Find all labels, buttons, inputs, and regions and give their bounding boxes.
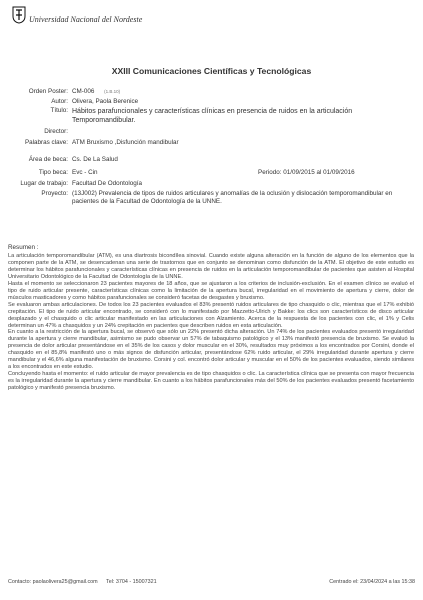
resumen-label: Resumen : (8, 244, 39, 251)
university-name: Universidad Nacional del Nordeste (29, 15, 143, 24)
area-beca-value: Cs. De La Salud (72, 156, 118, 163)
row-tipo-beca (8, 169, 413, 177)
row-orden-poster (8, 88, 413, 96)
orden-poster-note: (1.B.10) (104, 89, 121, 94)
autor-value: Olivera, Paola Berenice (72, 98, 139, 105)
orden-poster-value (72, 88, 413, 96)
director-value (72, 128, 413, 136)
tipo-beca-label: Tipo beca: (38, 169, 68, 176)
row-director (8, 128, 413, 136)
university-shield-icon (12, 6, 26, 24)
palabras-clave-value: ATM Bruxismo ,Disfunción mandibular (72, 139, 179, 146)
row-autor (8, 98, 413, 106)
titulo-value: Hábitos parafuncionales y características clínicas en presencia de ruidos en la articulación Temporomandibular. (72, 108, 353, 124)
proyecto-label: Proyecto: (41, 190, 68, 197)
area-beca-label: Área de beca: (28, 156, 68, 163)
row-palabras-clave (8, 139, 413, 147)
periodo: Periodo: 01/09/2015 al 01/09/2016 (258, 169, 355, 176)
lugar-trabajo-label: Lugar de trabajo: (20, 180, 68, 187)
row-lugar-trabajo (8, 180, 413, 188)
tipo-beca-value: Evc - Cin (72, 169, 98, 176)
abstract-text (8, 253, 414, 392)
abstract-paragraph: En cuanto a la restricción de la apertura bucal, se observó que sólo un 22% presentó dicha alteración. Un 74% de los pacientes evaluados presentó irregularidad durante la apertura y cierre mandibular, asimismo se pudo observar un 57% de tabaquismo patológico y el 13% manifestó presencia de bruxismo. Se evaluó la presencia de dolor articular presentándose en el 35% de los casos y dolor muscular en el 30%, resultados muy próximos a los encontrados por Corsini, donde el chasquido en el 85,8% manifestó uno o más signos de disfunción articular, presentándose 62% ruido articular, el 29% irregularidad durante apertura y cierre mandibular y el 46,6% alguna manifestación de bruxismo. Corsini y col. encontró dolor articular y muscular en el 50% de los pacientes evaluados, siendo similares a los encontrados en este estudio. (8, 329, 414, 371)
autor-label: Autor: (51, 98, 68, 105)
row-proyecto (8, 190, 413, 206)
abstract-paragraph: Se evaluaron ambas articulaciones. De todos los 23 pacientes evaluados el 83% presentó ruidos articulares de tipo chasquido o clic, mientras que el 17% exhibió crepitación. El tipo de ruido articular encontrado, se consideró con lo manifestado por Mazzetto-Ulrich y Bakke: los clics son característicos de disco articular desplazado y el chasquido o clic articular manifestado en las articulaciones con Alzamiento. Acerca de la respuesta de los pacientes con clic, el 1% y Celis determinan un 47% a chasquidos y un 24% crepitación en pacientes que describen ruidos en esta articulación. (8, 301, 414, 329)
row-area-beca (8, 156, 413, 164)
abstract-paragraph: Hasta el momento se seleccionaron 23 pacientes mayores de 18 años, que se ajustaron a los criterios de inclusión-exclusión. En el examen clínico se evaluó el tipo de ruido articular presente, características clínicas como la limitación de la apertura bucal, irregularidad en el movimiento de apertura y cierre, dolor de músculos masticadores y como hábitos parafuncionales se consideró facetas de desgastes y bruxismo. (8, 280, 414, 301)
footer (8, 579, 415, 585)
abstract-paragraph: La articulación temporomandibular (ATM), es una diartrosis bicondílea sinovial. Cuando existe alguna alteración en la función de alguno de los elementos que la componen parte de la ATM, se desencadenan una serie de trastornos que en conjunto se denominan como disfunción de la ATM. El objetivo de este estudio es determinar los hábitos parafuncionales y características clínicas en presencia de ruidos en la articulación temporomandibular de pacientes que asisten al Hospital Universitario Odontológico de la Facultad de Odontología de la UNNE. (8, 253, 414, 280)
generated-date: Centrado el: 23/04/2024 a las 15:38 (329, 579, 415, 585)
titulo-label: Título: (50, 107, 68, 114)
university-logo (12, 6, 142, 24)
orden-poster-label: Orden Poster: (28, 88, 68, 95)
conference-title: XXIII Comunicaciones Científicas y Tecnológicas (111, 66, 312, 76)
director-label: Director: (44, 128, 68, 135)
contact-phone: Tel: 3704 - 15007321 (106, 579, 157, 585)
contact-email: Contacto: paolaolivera25@gmail.com (8, 579, 98, 585)
orden-poster-code: CM-006 (72, 88, 95, 95)
lugar-trabajo-value: Facultad De Odontología (72, 180, 143, 187)
proyecto-value: (13J002) Prevalencia de tipos de ruidos articulares y anomalías de la oclusión y dislocación temporomandibular en pacientes de la Facultad de Odontología de la UNNE. (72, 190, 393, 205)
abstract-paragraph: Concluyendo hasta el momento: el ruido articular de mayor prevalencia es de tipo chasquidos o clic. La característica clínica que se presenta con mayor frecuencia es la irregularidad durante la apertura y cierre mandibular. En cuanto a los hábitos parafuncionales más del 50% de los pacientes evaluados presentó facetamiento patológico y manifestó presencia bruxismo. (8, 371, 414, 392)
row-titulo (8, 107, 413, 125)
palabras-clave-label: Palabras clave: (24, 139, 68, 146)
